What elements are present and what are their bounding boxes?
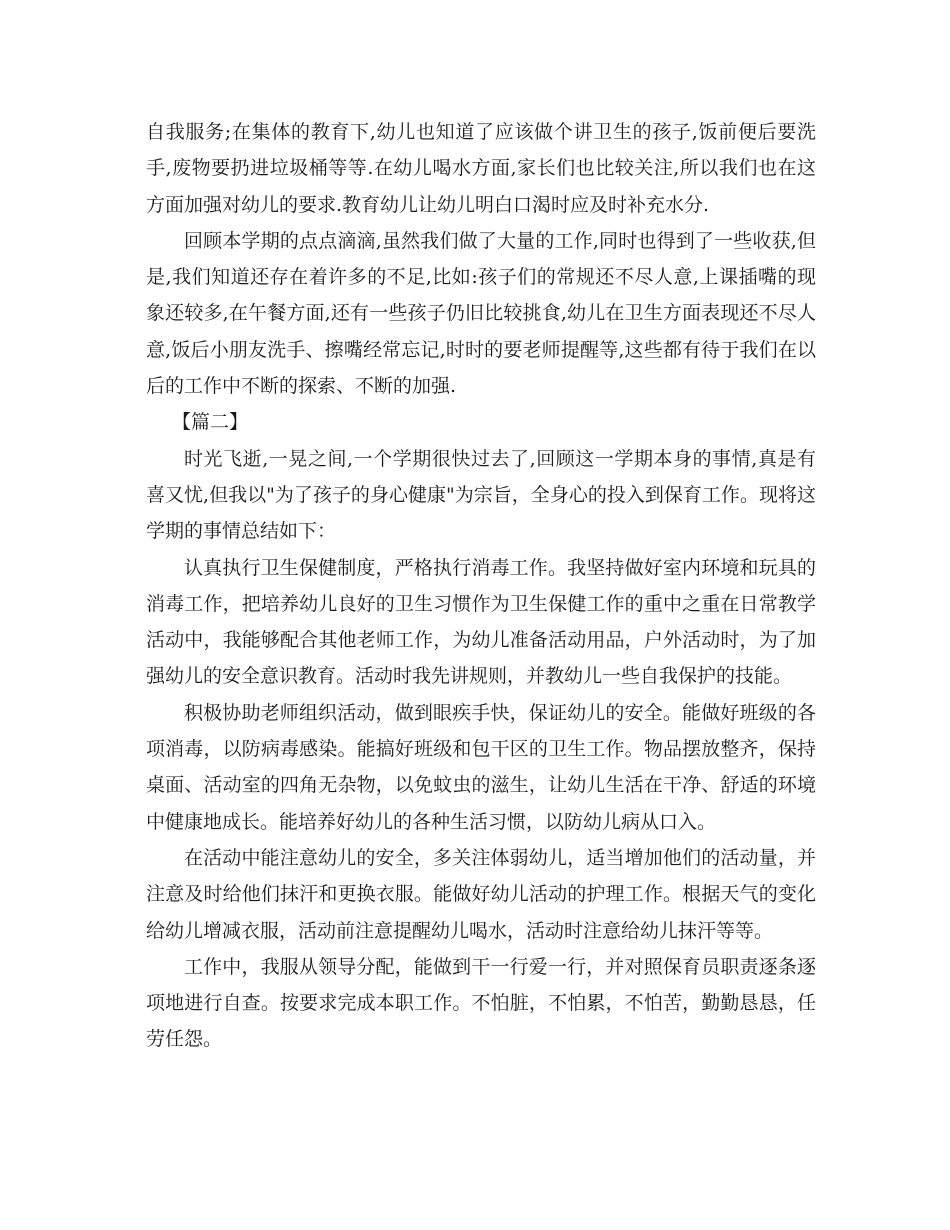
paragraph-hygiene: 认真执行卫生保健制度，严格执行消毒工作。我坚持做好室内环境和玩具的消毒工作，把培养幼儿良好的卫生习惯作为卫生保健工作的重中之重在日常教学活动中，我能够配合其他老师工作，为幼儿准备活动用品，户外活动时，为了加强幼儿的安全意识教育。活动时我先讲规则，并教幼儿一些自我保护的技能。 <box>146 556 816 688</box>
paragraph-review: 回顾本学期的点点滴滴,虽然我们做了大量的工作,同时也得到了一些收获,但是,我们知道还存在着许多的不足,比如:孩子们的常规还不尽人意,上课插嘴的现象还较多,在午餐方面,还有一些孩子仍旧比较挑食,幼儿在卫生方面表现还不尽人意,饭后小朋友洗手、擦嘴经常忘记,时时的要老师提醒等,这些都有待于我们在以后的工作中不断的探索、不断的加强. <box>146 229 816 398</box>
paragraph-work: 工作中，我服从领导分配，能做到干一行爱一行，并对照保育员职责逐条逐项地进行自查。按要求完成本职工作。不怕脏，不怕累，不怕苦，勤勤恳恳，任劳任怨。 <box>146 955 816 1051</box>
section-heading: 【篇二】 <box>172 411 249 434</box>
paragraph-continuation: 自我服务;在集体的教育下,幼儿也知道了应该做个讲卫生的孩子,饭前便后要洗手,废物要扔进垃圾桶等等.在幼儿喝水方面,家长们也比较关注,所以我们也在这方面加强对幼儿的要求.教育幼儿让幼儿明白口渴时应及时补充水分. <box>146 121 816 216</box>
paragraph-intro: 时光飞逝,一晃之间,一个学期很快过去了,回顾这一学期本身的事情,真是有喜又忧,但我以"为了孩子的身心健康"为宗旨，全身心的投入到保育工作。现将这学期的事情总结如下： <box>146 447 816 543</box>
document-body <box>146 114 816 1058</box>
paragraph-safety: 在活动中能注意幼儿的安全，多关注体弱幼儿，适当增加他们的活动量，并注意及时给他们抹汗和更换衣服。能做好幼儿活动的护理工作。根据天气的变化给幼儿增减衣服，活动前注意提醒幼儿喝水，活动时注意给幼儿抹汗等等。 <box>146 846 816 942</box>
paragraph-assist: 积极协助老师组织活动，做到眼疾手快，保证幼儿的安全。能做好班级的各项消毒，以防病毒感染。能搞好班级和包干区的卫生工作。物品摆放整齐，保持桌面、活动室的四角无杂物，以免蚊虫的滋生，让幼儿生活在干净、舒适的环境中健康地成长。能培养好幼儿的各种生活习惯，以防幼儿病从口入。 <box>146 701 816 833</box>
